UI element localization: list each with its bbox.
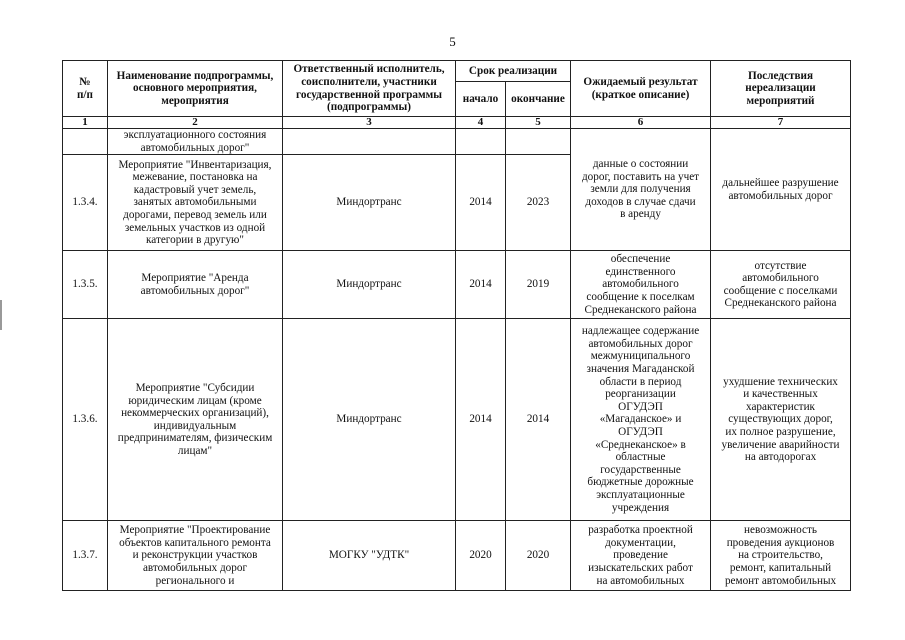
scan-edge-mark bbox=[0, 300, 2, 330]
row-end: 2020 bbox=[506, 521, 571, 591]
header-num: № п/п bbox=[63, 61, 108, 117]
table-row bbox=[63, 521, 851, 591]
row-num: 1.3.5. bbox=[63, 251, 108, 319]
row-num: 1.3.6. bbox=[63, 319, 108, 521]
row-start: 2020 bbox=[456, 521, 506, 591]
row-end bbox=[506, 129, 571, 155]
header-consequence: Последствия нереализации мероприятий bbox=[711, 61, 851, 117]
row-consequence: невозможность проведения аукционов на строительство, ремонт, капитальный ремонт автомобильных bbox=[711, 521, 851, 591]
header-executor: Ответственный исполнитель, соисполнители, участники государственной программы (подпрограммы) bbox=[283, 61, 456, 117]
column-number: 7 bbox=[711, 117, 851, 129]
row-executor bbox=[283, 129, 456, 155]
header-start: начало bbox=[456, 82, 506, 117]
row-end: 2023 bbox=[506, 155, 571, 251]
row-consequence: отсутствие автомобильного сообщение с поселками Среднеканского района bbox=[711, 251, 851, 319]
row-start: 2014 bbox=[456, 251, 506, 319]
row-executor: Миндортранс bbox=[283, 251, 456, 319]
row-name: Мероприятие "Аренда автомобильных дорог" bbox=[108, 251, 283, 319]
row-consequence: ухудшение технических и качественных характеристик существующих дорог, их полное разрушение, увеличение аварийности на автодорогах bbox=[711, 319, 851, 521]
row-result: надлежащее содержание автомобильных дорог межмуниципального значения Магаданской области в период реорганизации ОГУДЭП «Магаданское» и ОГУДЭП «Среднеканское» в областные государственные бюджетные дорожные эксплуатационные учреждения bbox=[571, 319, 711, 521]
header-end: окончание bbox=[506, 82, 571, 117]
row-result: разработка проектной документации, проведение изыскательских работ на автомобильных bbox=[571, 521, 711, 591]
table-row bbox=[63, 129, 851, 155]
table-row bbox=[63, 251, 851, 319]
row-start: 2014 bbox=[456, 319, 506, 521]
row-consequence: дальнейшее разрушение автомобильных дорог bbox=[711, 129, 851, 251]
row-name: Мероприятие "Проектирование объектов капитального ремонта и реконструкции участков автомобильных дорог регионального и bbox=[108, 521, 283, 591]
row-num: 1.3.7. bbox=[63, 521, 108, 591]
page-number: 5 bbox=[449, 34, 456, 49]
row-num bbox=[63, 129, 108, 155]
row-end: 2014 bbox=[506, 319, 571, 521]
row-name: эксплуатационного состояния автомобильных дорог" bbox=[108, 129, 283, 155]
column-number: 3 bbox=[283, 117, 456, 129]
row-start: 2014 bbox=[456, 155, 506, 251]
column-number: 6 bbox=[571, 117, 711, 129]
row-start bbox=[456, 129, 506, 155]
column-number: 5 bbox=[506, 117, 571, 129]
header-name: Наименование подпрограммы, основного мероприятия, мероприятия bbox=[108, 61, 283, 117]
row-executor: МОГКУ "УДТК" bbox=[283, 521, 456, 591]
row-end: 2019 bbox=[506, 251, 571, 319]
column-number: 4 bbox=[456, 117, 506, 129]
row-executor: Миндортранс bbox=[283, 319, 456, 521]
table-row bbox=[63, 319, 851, 521]
header-period: Срок реализации bbox=[456, 61, 571, 82]
row-num: 1.3.4. bbox=[63, 155, 108, 251]
row-result: обеспечение единственного автомобильного сообщение к поселкам Среднеканского района bbox=[571, 251, 711, 319]
column-number: 2 bbox=[108, 117, 283, 129]
column-number: 1 bbox=[63, 117, 108, 129]
row-name: Мероприятие "Инвентаризация, межевание, постановка на кадастровый учет земель, занятых автомобильными дорогами, перевод земель или земельных участков из одной категории в другую" bbox=[108, 155, 283, 251]
program-table bbox=[62, 60, 851, 591]
header-result: Ожидаемый результат (краткое описание) bbox=[571, 61, 711, 117]
row-name: Мероприятие "Субсидии юридическим лицам (кроме некоммерческих организаций), индивидуальным предпринимателям, физическим лицам" bbox=[108, 319, 283, 521]
row-result: данные о состоянии дорог, поставить на учет земли для получения доходов в случае сдачи в аренду bbox=[571, 129, 711, 251]
row-executor: Миндортранс bbox=[283, 155, 456, 251]
